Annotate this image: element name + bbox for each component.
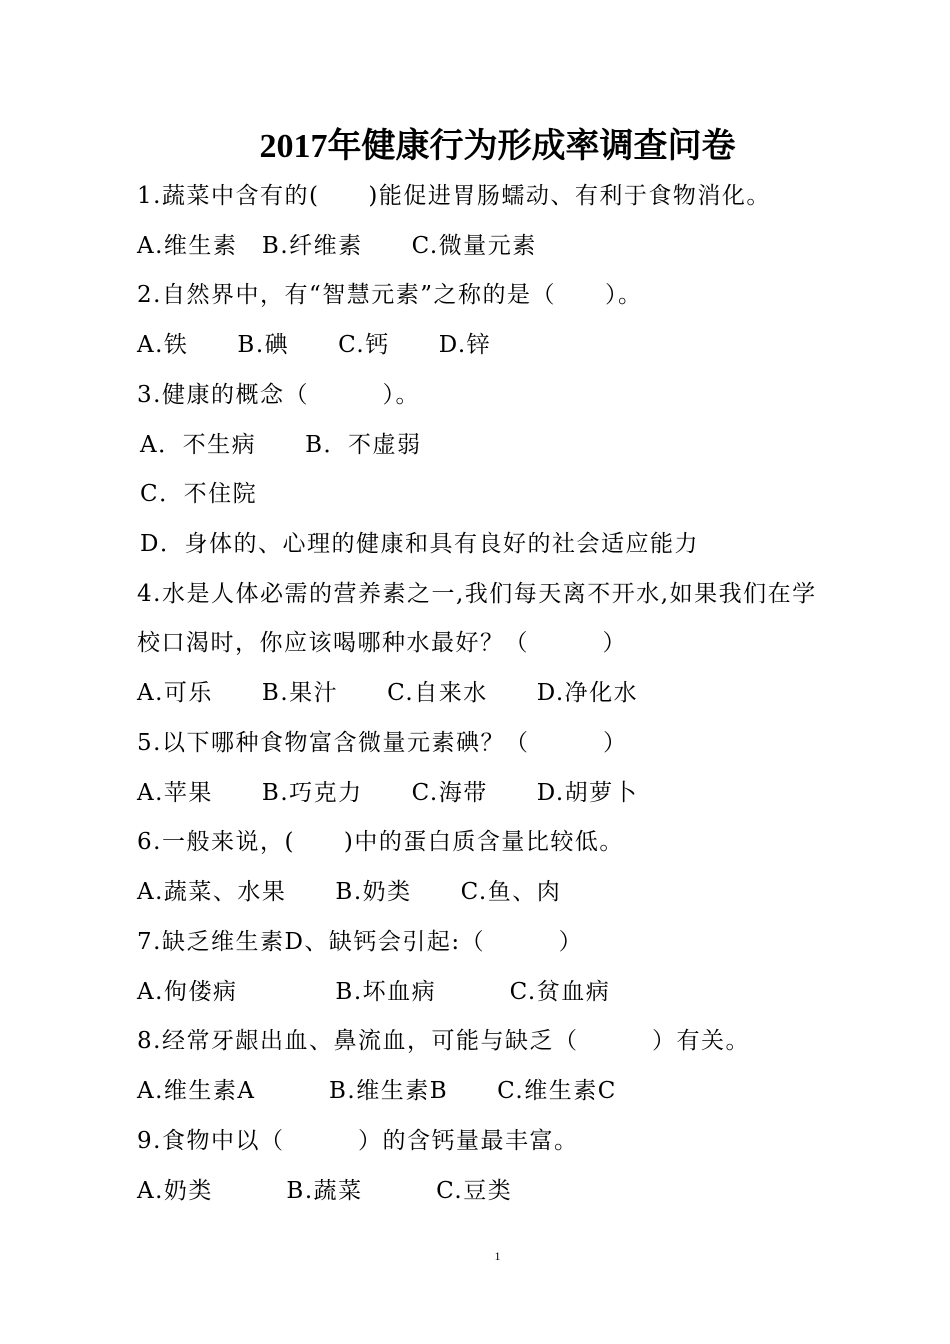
question-9-options: A.奶类 B.蔬菜 C.豆类 — [137, 1178, 513, 1204]
question-3-options-ab: A．不生病 B．不虚弱 — [140, 432, 422, 458]
question-2-options: A.铁 B.碘 C.钙 D.锌 — [137, 332, 492, 358]
question-6: 6.一般来说，( )中的蛋白质含量比较低。 — [137, 829, 624, 855]
question-3-option-d: D．身体的、心理的健康和具有良好的社会适应能力 — [140, 531, 699, 557]
question-5-options: A.苹果 B.巧克力 C.海带 D.胡萝卜 — [137, 780, 639, 806]
question-7: 7.缺乏维生素D、缺钙会引起:（ ） — [137, 929, 584, 955]
question-6-options: A.蔬菜、水果 B.奶类 C.鱼、肉 — [137, 879, 562, 905]
question-8-options: A.维生素A B.维生素B C.维生素C — [137, 1078, 617, 1104]
question-3: 3.健康的概念（ ）。 — [137, 382, 420, 408]
page-number: 1 — [494, 1249, 501, 1263]
question-4-line-1: 4.水是人体必需的营养素之一,我们每天离不开水,如果我们在学 — [137, 581, 817, 607]
document-title: 2017年健康行为形成率调查问卷 — [259, 128, 736, 165]
question-7-options: A.佝偻病 B.坏血病 C.贫血病 — [137, 979, 611, 1005]
question-9: 9.食物中以（ ）的含钙量最丰富。 — [137, 1128, 579, 1154]
question-1-options: A.维生素 B.纤维素 C.微量元素 — [137, 233, 537, 259]
question-4-options: A.可乐 B.果汁 C.自来水 D.净化水 — [137, 680, 639, 706]
question-4-line-2: 校口渴时，你应该喝哪种水最好？（ ） — [137, 630, 627, 656]
question-8: 8.经常牙龈出血、鼻流血，可能与缺乏（ ）有关。 — [137, 1028, 750, 1054]
question-1: 1.蔬菜中含有的( )能促进胃肠蠕动、有利于食物消化。 — [137, 183, 771, 209]
question-3-option-c: C．不住院 — [140, 481, 258, 507]
question-2: 2.自然界中，有“智慧元素”之称的是（ ）。 — [137, 282, 643, 308]
question-5: 5.以下哪种食物富含微量元素碘？（ ） — [137, 730, 628, 756]
